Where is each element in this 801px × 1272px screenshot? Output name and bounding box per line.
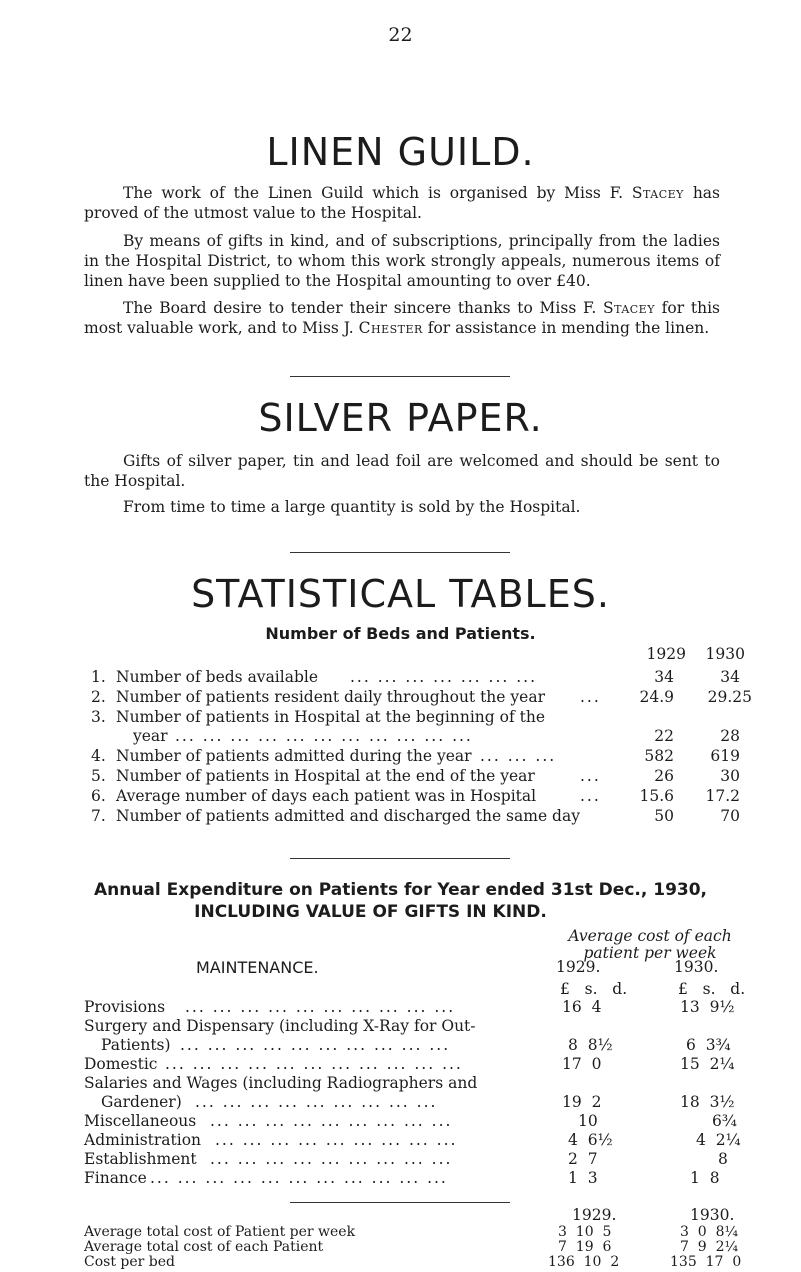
leader-dots: ... ... ... ... ... ... ... ... ... <box>210 1112 453 1130</box>
maintenance-label: Administration <box>84 1131 202 1149</box>
linen-paragraph-1: The work of the Linen Guild which is organised by Miss F. Stacey has proved of the utmost value to the Hospital. <box>84 184 721 222</box>
leader-dots: ... <box>580 787 601 805</box>
totals-label: Average total cost of each Patient <box>84 1239 324 1255</box>
leader-dots: ... ... ... ... ... ... ... ... ... <box>215 1131 458 1149</box>
maintenance-value-1930: 1 8 <box>690 1169 720 1187</box>
maintenance-value-1930: 6¾ <box>712 1112 737 1130</box>
stats-value-1930: 34 <box>720 668 740 686</box>
leader-dots: ... ... ... ... ... ... ... ... ... ... <box>185 998 456 1016</box>
maintenance-label: Surgery and Dispensary (including X-Ray for Out- <box>84 1017 476 1035</box>
stats-value-1930: 70 <box>720 807 740 825</box>
stats-row-label: Number of beds available <box>116 668 319 686</box>
stats-row-label: Average number of days each patient was in Hospital <box>116 787 537 805</box>
leader-dots: ... <box>580 767 601 785</box>
maintenance-value-1929: 16 4 <box>562 998 602 1016</box>
expenditure-subtitle: INCLUDING VALUE OF GIFTS IN KIND. <box>194 902 547 922</box>
currency-units-1930: £ s. d. <box>678 980 746 998</box>
maintenance-value-1930: 6 3¾ <box>686 1036 731 1054</box>
stats-row-number: 3. <box>91 708 106 726</box>
maintenance-label: Salaries and Wages (including Radiographers and <box>84 1074 478 1092</box>
stats-row-number: 2. <box>91 688 106 706</box>
stats-value-1929: 50 <box>654 807 674 825</box>
currency-units-1929: £ s. d. <box>560 980 628 998</box>
maintenance-value-1929: 4 6½ <box>568 1131 613 1149</box>
totals-value-1930: 3 0 8¼ <box>680 1224 739 1240</box>
stats-row-label-cont: year <box>133 727 168 745</box>
stats-value-1929: 26 <box>654 767 674 785</box>
leader-dots: ... ... ... ... ... ... ... ... ... <box>195 1093 438 1111</box>
stats-row-label: Number of patients admitted and discharged the same day <box>116 807 580 825</box>
maintenance-label: Establishment <box>84 1150 197 1168</box>
maintenance-value-1929: 17 0 <box>562 1055 602 1073</box>
stats-value-1930: 28 <box>720 727 740 745</box>
divider <box>290 552 510 553</box>
maintenance-value-1929: 2 7 <box>568 1150 598 1168</box>
silver-paragraph-2: From time to time a large quantity is sold by the Hospital. <box>123 498 581 516</box>
leader-dots: ... ... ... ... ... ... ... ... ... ... ... <box>165 1055 463 1073</box>
totals-label: Average total cost of Patient per week <box>84 1224 356 1240</box>
exp-year-1929: 1929. <box>556 958 601 976</box>
maintenance-label: Finance <box>84 1169 147 1187</box>
stats-row-number: 4. <box>91 747 106 765</box>
stats-row-label: Number of patients resident daily throughout the year <box>116 688 545 706</box>
stats-row-number: 7. <box>91 807 106 825</box>
maintenance-value-1930: 4 2¼ <box>696 1131 741 1149</box>
leader-dots: ... ... ... ... ... ... ... ... ... ... ... <box>175 727 473 745</box>
maintenance-value-1929: 10 <box>578 1112 598 1130</box>
stats-value-1930: 29.25 <box>707 688 752 706</box>
maintenance-label: Miscellaneous <box>84 1112 197 1130</box>
silver-paper-heading: SILVER PAPER. <box>258 396 543 440</box>
totals-year-1929: 1929. <box>572 1206 617 1224</box>
divider <box>290 376 510 377</box>
page-number: 22 <box>388 24 413 46</box>
maintenance-label: Domestic <box>84 1055 158 1073</box>
leader-dots: ... ... ... ... ... ... ... <box>350 668 538 686</box>
stats-year-1930: 1930 <box>705 645 745 663</box>
stats-row-number: 5. <box>91 767 106 785</box>
leader-dots: ... ... ... <box>480 747 557 765</box>
stats-value-1930: 17.2 <box>705 787 740 805</box>
leader-dots: ... ... ... ... ... ... ... ... ... <box>210 1150 453 1168</box>
stats-value-1929: 24.9 <box>639 688 674 706</box>
maintenance-label-cont: Patients) <box>101 1036 171 1054</box>
stats-value-1929: 15.6 <box>639 787 674 805</box>
totals-value-1929: 136 10 2 <box>548 1254 620 1270</box>
maintenance-value-1929: 8 8½ <box>568 1036 613 1054</box>
leader-dots: ... ... ... ... ... ... ... ... ... ... <box>180 1036 451 1054</box>
linen-paragraph-2: By means of gifts in kind, and of subscriptions, principally from the ladies in the Hospital District, to whom this work strongly appeals, numerous items of linen have been supplied to the Hospital amounting to over £40. <box>84 232 720 290</box>
linen-paragraph-3: The Board desire to tender their sincere thanks to Miss F. Stacey for this most valuable work, and to Miss J. Chester for assistance in mending the linen. <box>84 299 720 337</box>
stats-row-label: Number of patients admitted during the year <box>116 747 472 765</box>
maintenance-value-1930: 18 3½ <box>680 1093 735 1111</box>
average-cost-heading: Average cost of each <box>568 927 732 945</box>
silver-paragraph-1: Gifts of silver paper, tin and lead foil are welcomed and should be sent to the Hospital. <box>84 452 720 490</box>
maintenance-value-1929: 1 3 <box>568 1169 598 1187</box>
totals-value-1929: 7 19 6 <box>558 1239 612 1255</box>
maintenance-value-1930: 8 <box>718 1150 728 1168</box>
stats-row-label: Number of patients in Hospital at the end of the year <box>116 767 535 785</box>
maintenance-label: Provisions <box>84 998 166 1016</box>
totals-year-1930: 1930. <box>690 1206 735 1224</box>
average-cost-heading-cont: patient per week <box>583 944 717 962</box>
totals-label: Cost per bed <box>84 1254 175 1270</box>
stats-row-label: Number of patients in Hospital at the beginning of the <box>116 708 546 726</box>
stats-value-1929: 582 <box>644 747 674 765</box>
maintenance-heading: MAINTENANCE. <box>196 958 319 977</box>
divider <box>290 1202 510 1203</box>
leader-dots: ... <box>580 688 601 706</box>
stats-value-1930: 30 <box>720 767 740 785</box>
maintenance-label-cont: Gardener) <box>101 1093 182 1111</box>
totals-value-1930: 135 17 0 <box>670 1254 742 1270</box>
totals-value-1929: 3 10 5 <box>558 1224 612 1240</box>
linen-guild-heading: LINEN GUILD. <box>266 130 535 174</box>
stats-value-1929: 34 <box>654 668 674 686</box>
maintenance-value-1930: 13 9½ <box>680 998 735 1016</box>
stats-year-1929: 1929 <box>646 645 686 663</box>
stats-row-number: 1. <box>91 668 106 686</box>
stats-value-1929: 22 <box>654 727 674 745</box>
totals-value-1930: 7 9 2¼ <box>680 1239 739 1255</box>
expenditure-title: Annual Expenditure on Patients for Year ended 31st Dec., 1930, <box>93 880 708 900</box>
leader-dots: ... ... ... ... ... ... ... ... ... ... ... <box>150 1169 448 1187</box>
maintenance-value-1929: 19 2 <box>562 1093 602 1111</box>
statistical-tables-heading: STATISTICAL TABLES. <box>191 572 610 616</box>
stats-value-1930: 619 <box>710 747 740 765</box>
stats-row-number: 6. <box>91 787 106 805</box>
maintenance-value-1930: 15 2¼ <box>680 1055 735 1073</box>
divider <box>290 858 510 859</box>
exp-year-1930: 1930. <box>674 958 719 976</box>
beds-patients-subtitle: Number of Beds and Patients. <box>265 624 536 643</box>
